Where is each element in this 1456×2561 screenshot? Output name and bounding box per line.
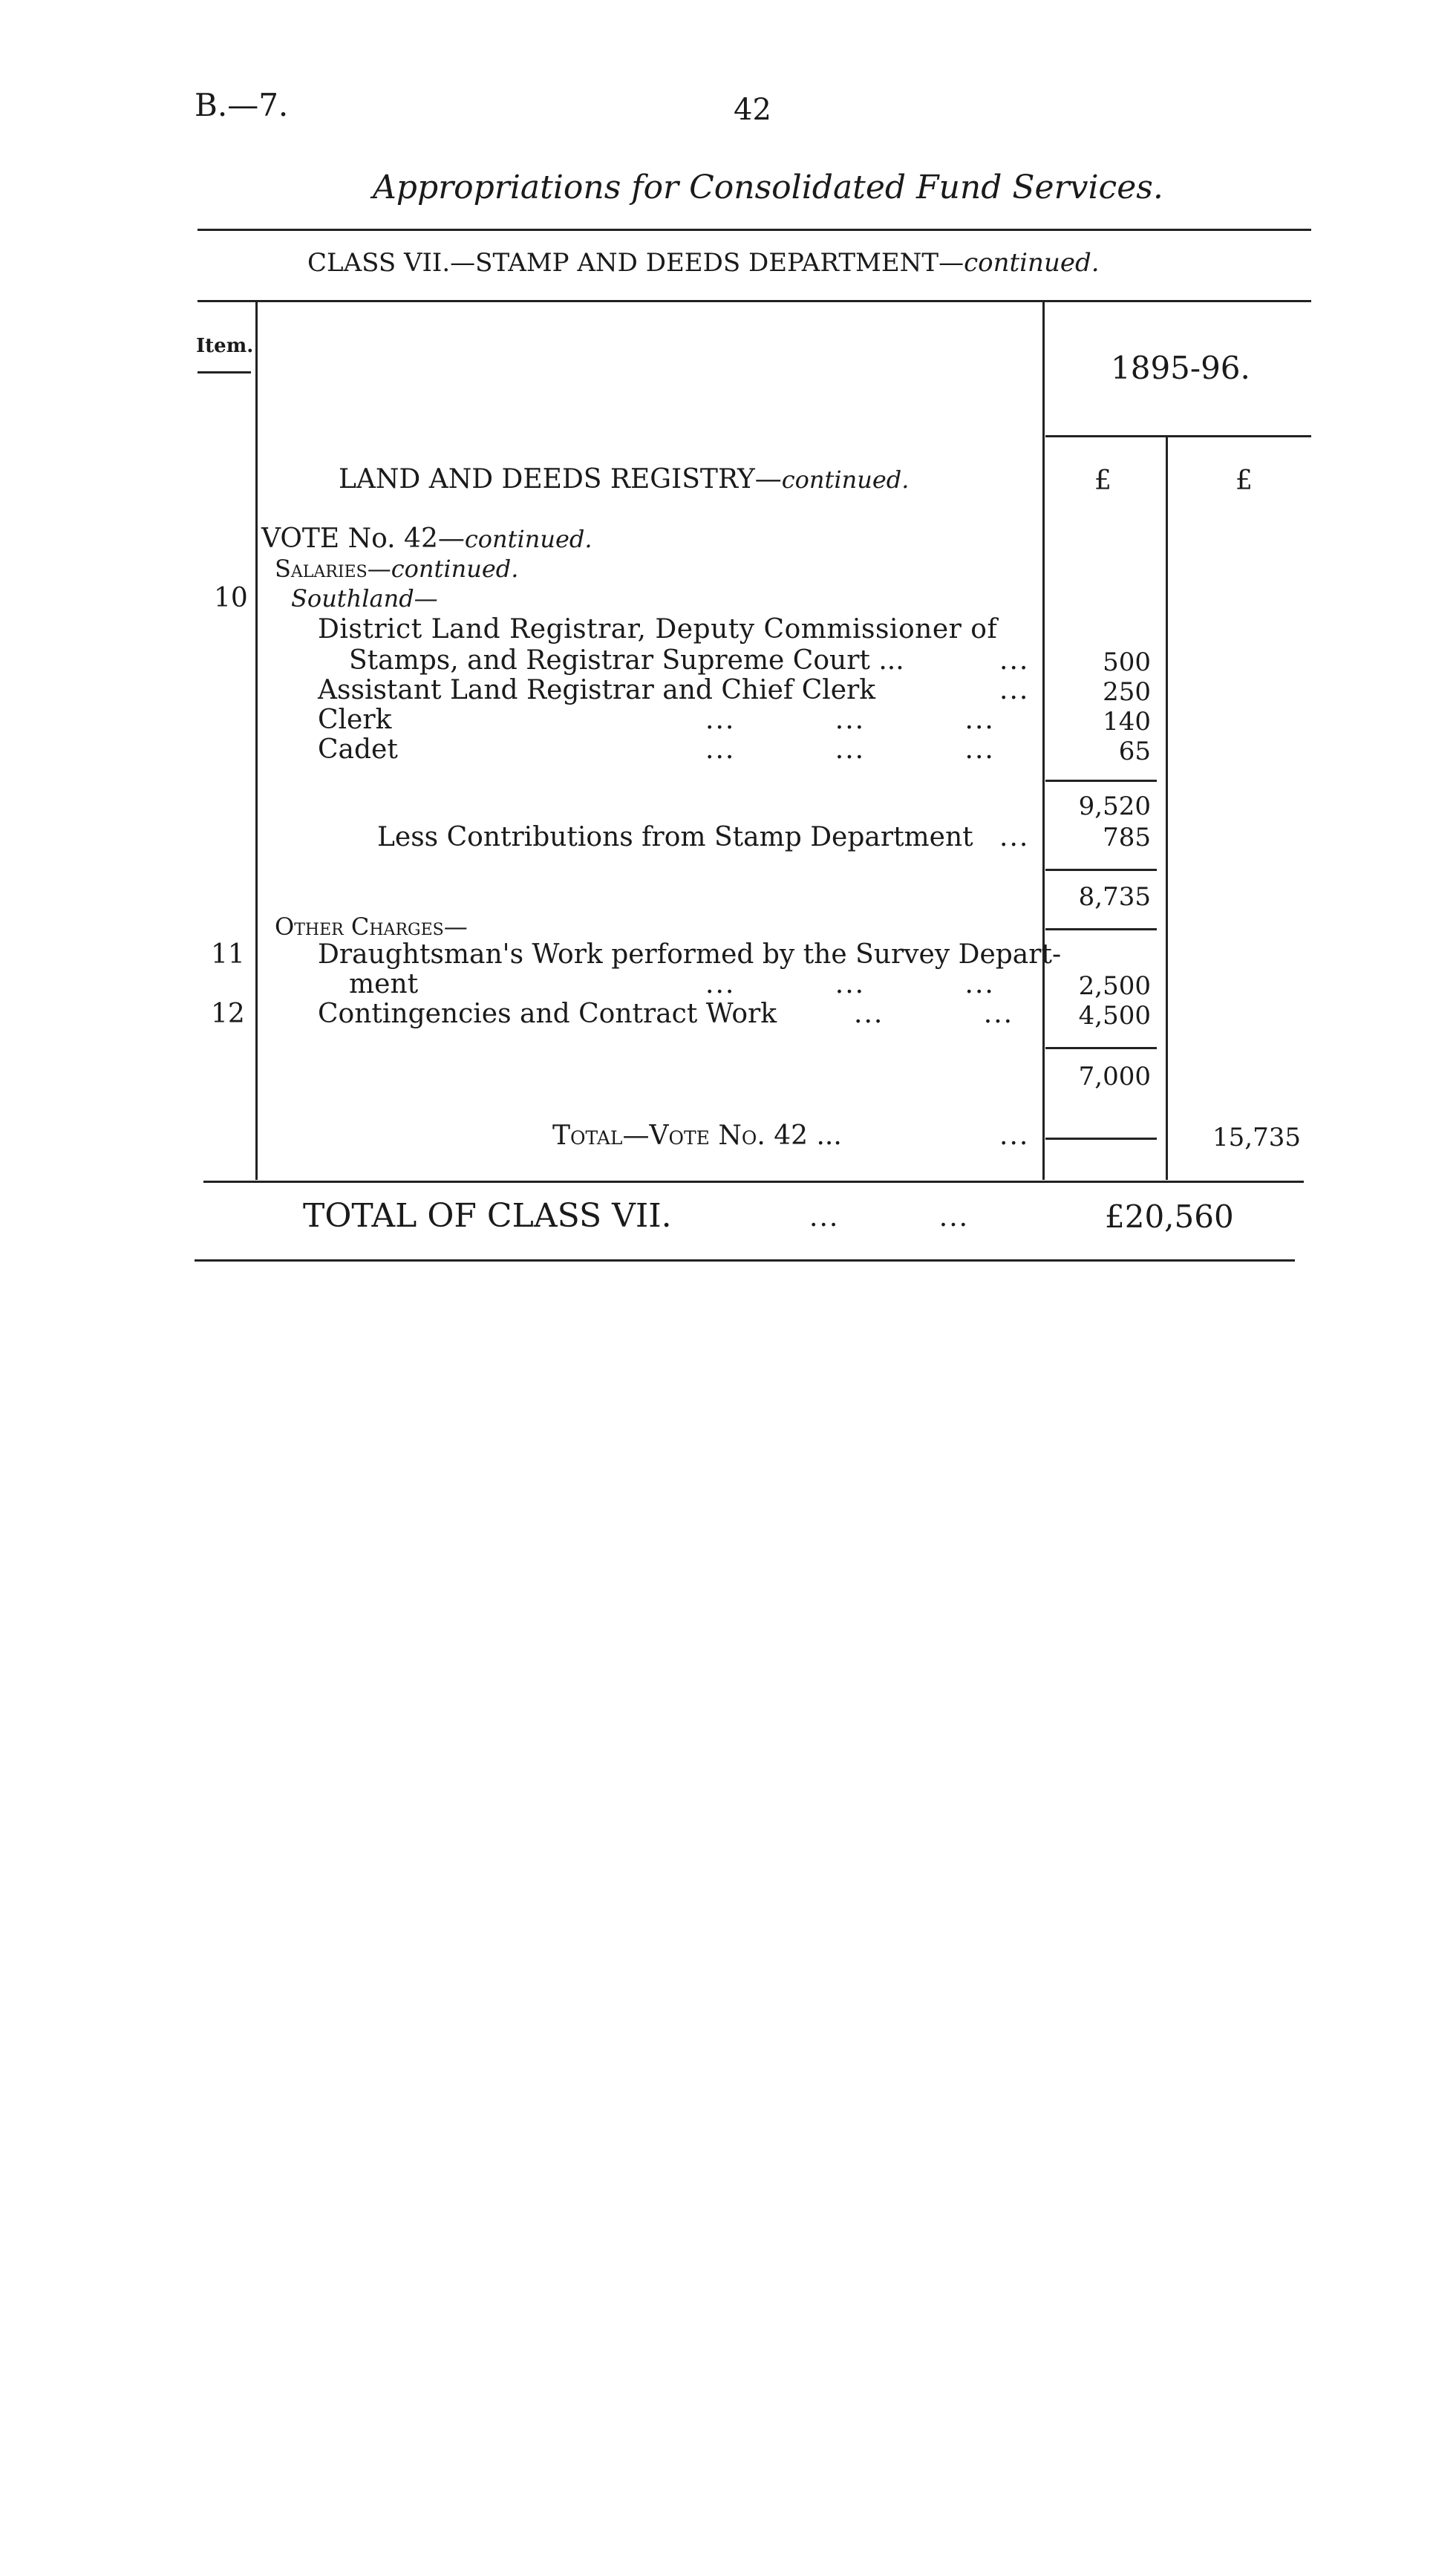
item12-amount: 4,500 — [1078, 1001, 1151, 1031]
page-number: 42 — [734, 93, 771, 127]
item12-leader: ... ... — [854, 999, 1014, 1029]
item11-amount: 2,500 — [1078, 971, 1151, 1001]
rule-year — [1045, 435, 1311, 437]
item10-line3-amount: 250 — [1103, 677, 1151, 707]
vote-total-amount: 15,735 — [1212, 1123, 1301, 1152]
item10-line1: District Land Registrar, Deputy Commissioner of — [318, 614, 998, 645]
item10-line5-amount: 65 — [1118, 737, 1151, 766]
col-divider-amount — [1042, 301, 1045, 1180]
item10-line5-leader: ... ... ... — [705, 734, 995, 765]
rule-table-top — [197, 300, 1311, 302]
item11-line1: Draughtsman's Work performed by the Survey Depart- — [318, 939, 1062, 970]
vote-heading: VOTE No. 42—continued. — [261, 523, 592, 554]
item10-line2-leader: ... — [999, 645, 1030, 676]
salaries-subtotal: 9,520 — [1078, 792, 1151, 821]
item10-line3: Assistant Land Registrar and Chief Clerk — [318, 675, 876, 705]
item-number-11: 11 — [211, 939, 245, 970]
less-contributions-amount: 785 — [1103, 823, 1151, 852]
rule-class-total — [195, 1259, 1295, 1262]
currency-col1: £ — [1094, 466, 1111, 496]
col-divider-total — [1166, 437, 1168, 1180]
rule-net — [1045, 869, 1157, 871]
item10-line4-leader: ... ... ... — [705, 705, 995, 735]
district-heading: Southland— — [291, 584, 438, 613]
other-charges-heading: Other Charges— — [275, 913, 468, 941]
vote-total-label: Total—Vote No. 42 ... — [552, 1120, 842, 1151]
vote-total-leader: ... — [999, 1120, 1030, 1151]
class-total-amount: £20,560 — [1105, 1198, 1234, 1235]
item10-line5: Cadet — [318, 734, 398, 765]
other-charges-subtotal: 7,000 — [1078, 1062, 1151, 1092]
document-ref: B.—7. — [195, 87, 289, 123]
rule-subtotal — [1045, 780, 1157, 782]
item-label-underline — [197, 371, 251, 373]
year-heading: 1895-96. — [1111, 350, 1250, 386]
item-number-10: 10 — [214, 583, 248, 613]
item10-line3-leader: ... — [999, 675, 1030, 705]
rule-other-subtotal — [1045, 1047, 1157, 1049]
salaries-net: 8,735 — [1078, 882, 1151, 912]
item11-line2: ment — [349, 969, 419, 999]
less-contributions-leader: ... — [999, 822, 1030, 852]
rule-other-charges — [1045, 928, 1157, 930]
class-total-leader: ... ... — [809, 1202, 970, 1233]
rule-table-bottom — [203, 1181, 1304, 1183]
rule-top — [197, 229, 1311, 231]
item12-label: Contingencies and Contract Work — [318, 999, 777, 1029]
class-title: CLASS VII.—STAMP AND DEEDS DEPARTMENT—continued. — [307, 248, 1100, 278]
item10-line4-amount: 140 — [1103, 707, 1151, 737]
item10-line2-amount: 500 — [1103, 647, 1151, 677]
class-total-label: TOTAL OF CLASS VII. — [303, 1197, 672, 1235]
item-number-12: 12 — [211, 999, 245, 1029]
col-divider-item — [255, 301, 258, 1180]
section-title: LAND AND DEEDS REGISTRY—continued. — [339, 464, 910, 495]
item10-line4: Clerk — [318, 705, 392, 735]
item-column-label: Item. — [196, 335, 254, 357]
item11-leader: ... ... ... — [705, 969, 995, 999]
item10-line2: Stamps, and Registrar Supreme Court ... — [349, 645, 904, 676]
currency-col2: £ — [1235, 466, 1253, 496]
salaries-heading: Salaries—continued. — [275, 555, 519, 583]
less-contributions-label: Less Contributions from Stamp Department — [377, 822, 973, 852]
page-subtitle: Appropriations for Consolidated Fund Services. — [373, 169, 1163, 206]
rule-vote-total — [1045, 1138, 1157, 1140]
